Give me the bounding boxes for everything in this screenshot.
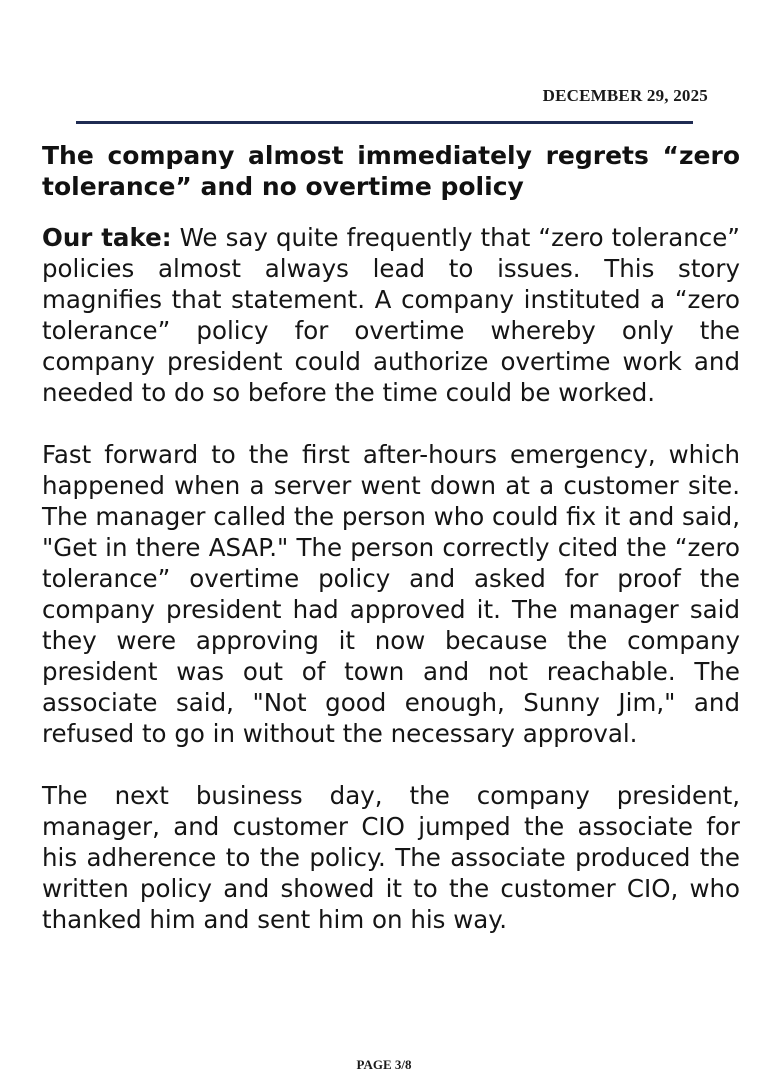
article-headline: The company almost immediately regrets “zero tolerance” and no overtime policy xyxy=(42,141,740,201)
article xyxy=(42,140,740,966)
paragraph-1-text: We say quite frequently that “zero tolerance” policies almost always lead to issues. This story magnifies that statement. A company instituted a “zero tolerance” policy for overtime whereby only the company president could authorize overtime work and needed to do so before the time could be worked. xyxy=(42,223,740,407)
issue-date: DECEMBER 29, 2025 xyxy=(542,86,708,105)
header-divider xyxy=(76,121,693,124)
article-paragraph-1 xyxy=(42,222,740,408)
article-paragraph-3: The next business day, the company president, manager, and customer CIO jumped the associate for his adherence to the policy. The associate produced the written policy and showed it to the customer CIO, who thanked him and sent him on his way. xyxy=(42,781,740,934)
page-number: PAGE 3/8 xyxy=(356,1057,412,1072)
our-take-label: Our take: xyxy=(42,223,172,252)
article-paragraph-2: Fast forward to the first after-hours emergency, which happened when a server went down at a customer site. The manager called the person who could fix it and said, "Get in there ASAP." The person correctly cited the “zero tolerance” overtime policy and asked for proof the company president had approved it. The manager said they were approving it now because the company president was out of town and not reachable. The associate said, "Not good enough, Sunny Jim," and refused to go in without the necessary approval. xyxy=(42,440,740,748)
